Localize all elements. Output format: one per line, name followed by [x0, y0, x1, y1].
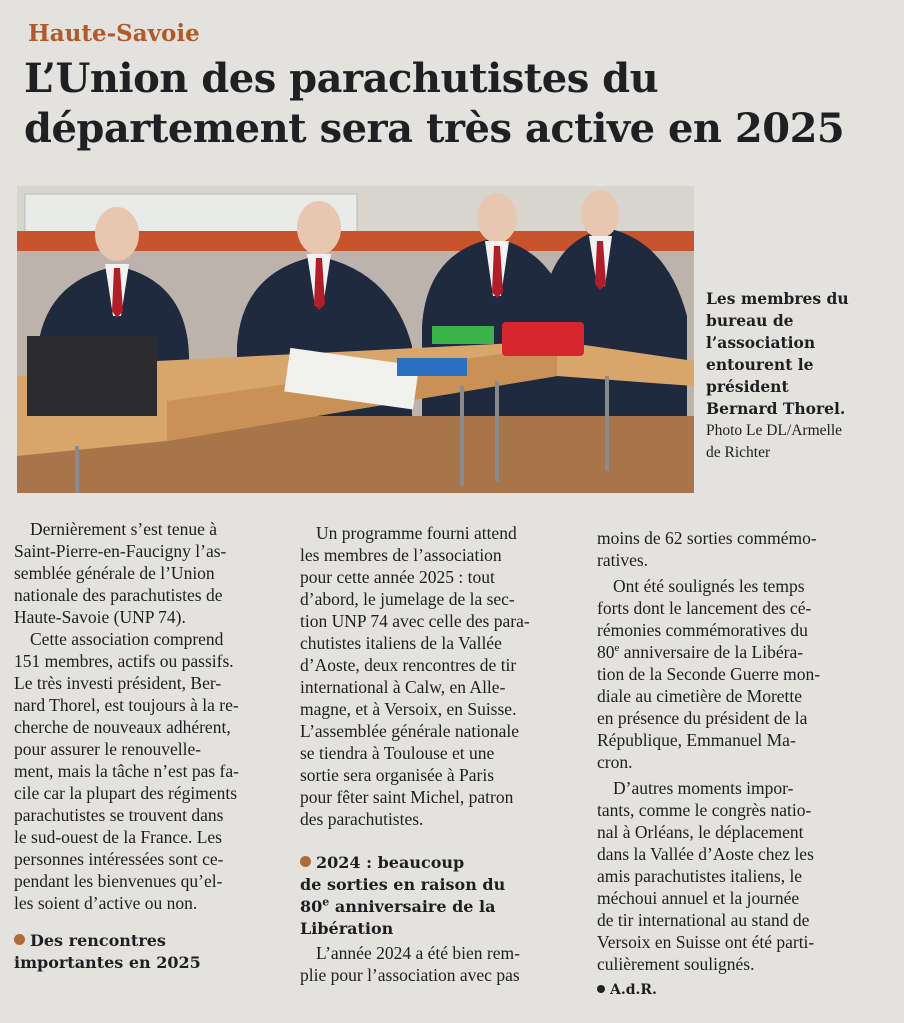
text-line	[597, 641, 883, 663]
text-line: d’abord, le jumelage de la sec-	[300, 589, 515, 609]
subheading-text: Des rencontres	[30, 931, 166, 950]
text-line: semblée générale de l’Union	[14, 563, 215, 583]
text-line: parachutistes se trouvent dans	[14, 805, 224, 825]
text-line: forts dont le lancement des cé-	[597, 598, 812, 618]
text-line: Un programme fourni attend	[316, 523, 517, 543]
subheading-line: importantes en 2025	[14, 953, 201, 972]
text-line: Le très investi président, Ber-	[14, 673, 222, 693]
column-3	[597, 527, 883, 1001]
text-line: international à Calw, en Alle-	[300, 677, 506, 697]
subheading-text: 2024 : beaucoup	[316, 853, 465, 872]
paragraph	[597, 527, 883, 571]
caption-line: bureau de	[706, 311, 794, 330]
text-line: les membres de l’association	[300, 545, 502, 565]
subheading-line: Libération	[300, 919, 394, 938]
signature	[597, 977, 883, 1001]
text-line: chutistes italiens de la Vallée	[300, 633, 502, 653]
text-line: Dernièrement s’est tenue à	[30, 519, 218, 539]
text-line: L’année 2024 a été bien rem-	[316, 943, 520, 963]
text-line: méchoui annuel et la journée	[597, 888, 800, 908]
text-line: diale au cimetière de Morette	[597, 686, 803, 706]
text-line: pour assurer le renouvelle-	[14, 739, 202, 759]
text-line: Cette association comprend	[30, 629, 224, 649]
column-2	[300, 522, 574, 986]
caption-line: Bernard Thorel.	[706, 399, 846, 418]
headline	[24, 54, 884, 154]
text-line: D’autres moments impor-	[613, 778, 794, 798]
caption-line: Les membres du	[706, 289, 849, 308]
text-line: en présence du président de la	[597, 708, 808, 728]
text-line: Versoix en Suisse ont été parti-	[597, 932, 815, 952]
text-line: amis parachutistes italiens, le	[597, 866, 803, 886]
column-1	[14, 518, 282, 974]
article-photo	[17, 186, 694, 493]
text-line: cherche de nouveaux adhérent,	[14, 717, 231, 737]
photo-caption	[706, 288, 896, 464]
text-line: le sud-ouest de la France. Les	[14, 827, 222, 847]
credit-line: de Richter	[706, 444, 771, 461]
text-line: des parachutistes.	[300, 809, 424, 829]
bullet-icon	[300, 856, 311, 867]
paragraph	[597, 777, 883, 975]
text-line: culièrement soulignés.	[597, 954, 755, 974]
photo-credit	[706, 420, 896, 464]
ordinal-suffix: e	[614, 642, 620, 655]
bullet-icon	[14, 934, 25, 945]
photo-illustration	[17, 186, 694, 493]
text-line: L’assemblée générale nationale	[300, 721, 519, 741]
subheading-line	[300, 852, 574, 874]
subheading	[300, 852, 574, 940]
text-line: cile car la plupart des régiments	[14, 783, 238, 803]
headline-line: L’Union des parachutistes du	[24, 55, 659, 102]
text-line: nationale des parachutistes de	[14, 585, 223, 605]
text-line: rémonies commémoratives du	[597, 620, 808, 640]
credit-line: Photo Le DL/Armelle	[706, 422, 843, 439]
text-line: plie pour l’association avec pas	[300, 965, 520, 985]
text-line: personnes intéressées sont ce-	[14, 849, 224, 869]
text-line: Ont été soulignés les temps	[613, 576, 805, 596]
ordinal-number: 80	[597, 642, 615, 662]
subheading-line	[14, 930, 282, 952]
subheading-line	[300, 896, 574, 918]
section-kicker: Haute-Savoie	[28, 20, 200, 47]
text-fragment: anniversaire de la Libéra-	[619, 642, 804, 662]
text-line: 151 membres, actifs ou passifs.	[14, 651, 234, 671]
ordinal-suffix: e	[322, 895, 330, 909]
caption-line: entourent le	[706, 355, 814, 374]
paragraph	[14, 628, 282, 914]
text-line: ment, mais la tâche n’est pas fa-	[14, 761, 239, 781]
subheading-line: de sorties en raison du	[300, 875, 506, 894]
caption-line: l’association	[706, 333, 816, 352]
text-line: magne, et à Versoix, en Suisse.	[300, 699, 517, 719]
paragraph	[300, 942, 574, 986]
text-line: moins de 62 sorties commémo-	[597, 528, 817, 548]
bullet-icon	[597, 985, 605, 993]
text-line: Saint-Pierre-en-Faucigny l’as-	[14, 541, 227, 561]
text-line: pour fêter saint Michel, patron	[300, 787, 514, 807]
text-line: les soient d’active ou non.	[14, 893, 198, 913]
headline-line: département sera très active en 2025	[24, 105, 845, 152]
caption-line: président	[706, 377, 789, 396]
text-line: d’Aoste, deux rencontres de tir	[300, 655, 517, 675]
subheading	[14, 930, 282, 974]
paragraph	[300, 522, 574, 830]
text-line: tion UNP 74 avec celle des para-	[300, 611, 530, 631]
paragraph	[14, 518, 282, 628]
text-line: nal à Orléans, le déplacement	[597, 822, 804, 842]
text-line: dans la Vallée d’Aoste chez les	[597, 844, 814, 864]
paragraph	[597, 575, 883, 773]
text-line: de tir international au stand de	[597, 910, 810, 930]
text-line: nard Thorel, est toujours à la re-	[14, 695, 239, 715]
text-line: sortie sera organisée à Paris	[300, 765, 495, 785]
text-line: se tiendra à Toulouse et une	[300, 743, 495, 763]
text-line: Haute-Savoie (UNP 74).	[14, 607, 186, 627]
text-line: cron.	[597, 752, 633, 772]
text-line: tants, comme le congrès natio-	[597, 800, 812, 820]
text-line: République, Emmanuel Ma-	[597, 730, 796, 750]
text-line: pendant les bienvenues qu’el-	[14, 871, 223, 891]
ordinal-number: 80	[300, 897, 323, 916]
text-line: pour cette année 2025 : tout	[300, 567, 495, 587]
text-line: tion de la Seconde Guerre mon-	[597, 664, 821, 684]
text-line: ratives.	[597, 550, 649, 570]
subheading-text: anniversaire de la	[329, 897, 496, 916]
signature-text: A.d.R.	[610, 982, 657, 998]
caption-text	[706, 288, 896, 420]
